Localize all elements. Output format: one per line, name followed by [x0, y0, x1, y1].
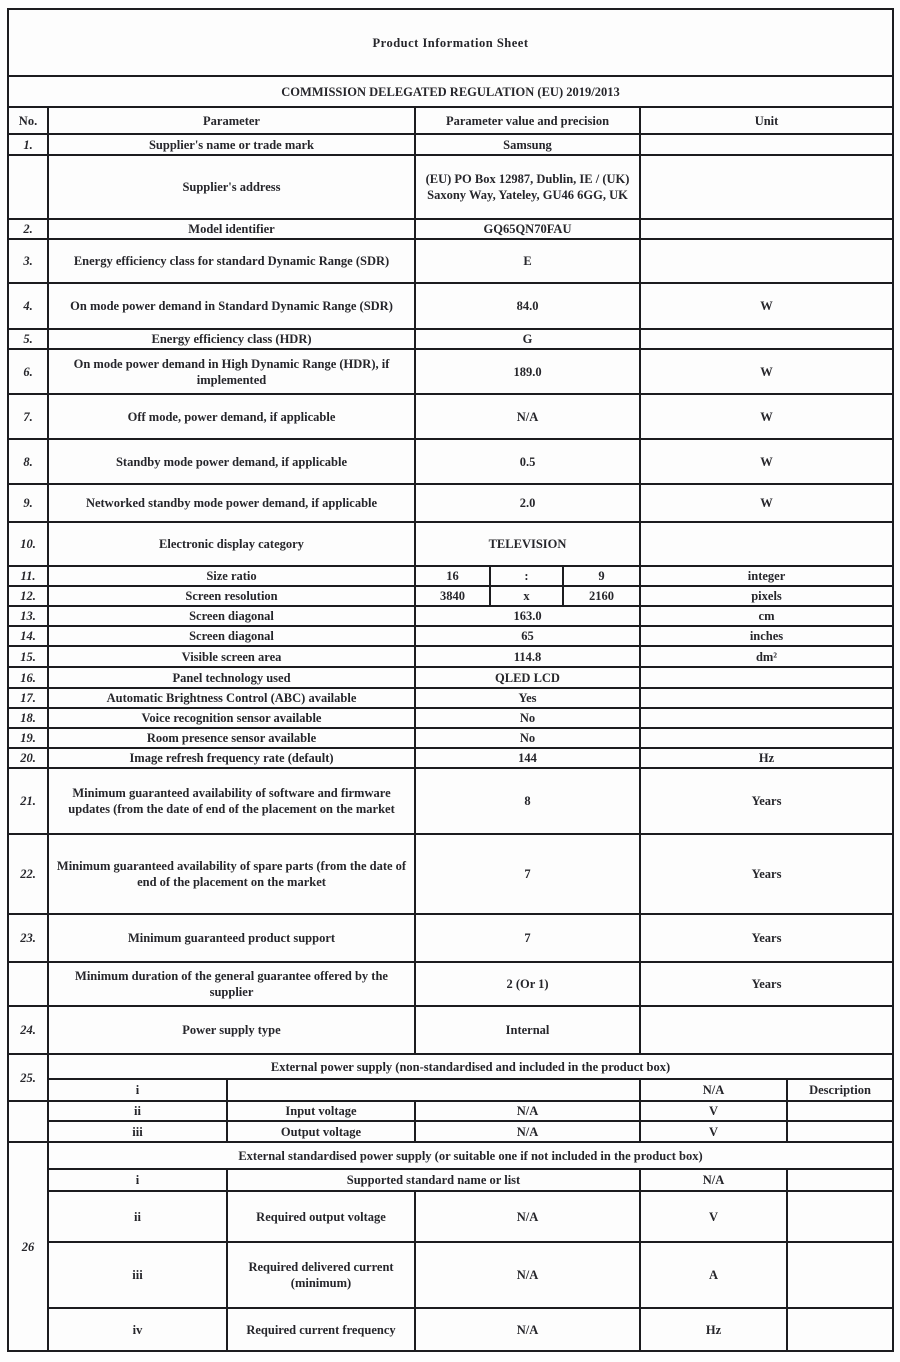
row-parameter: Minimum duration of the general guarantee offered by the supplier: [48, 962, 415, 1006]
row-value: 8: [415, 768, 640, 834]
row-description: [787, 1169, 893, 1191]
section26-title: External standardised power supply (or suitable one if not included in the product box): [48, 1142, 893, 1169]
row-no: 10.: [8, 522, 48, 566]
table-row: [8, 1121, 893, 1142]
table-row: [8, 1006, 893, 1054]
row-value-part1: 16: [415, 566, 490, 586]
row-no: 17.: [8, 688, 48, 708]
row-parameter: Supported standard name or list: [227, 1169, 640, 1191]
row-value: N/A: [415, 1308, 640, 1351]
row-no: 24.: [8, 1006, 48, 1054]
row-no: 21.: [8, 768, 48, 834]
row-no: 5.: [8, 329, 48, 349]
row-no: 2.: [8, 219, 48, 239]
regulation-row: [8, 76, 893, 107]
row-no: [8, 962, 48, 1006]
row-parameter: On mode power demand in High Dynamic Range (HDR), if implemented: [48, 349, 415, 394]
row-value: No: [415, 728, 640, 748]
row-value: N/A: [415, 394, 640, 439]
table-row: [8, 349, 893, 394]
row-value: 2.0: [415, 484, 640, 522]
row-parameter: Screen diagonal: [48, 626, 415, 646]
row-value: 7: [415, 834, 640, 914]
row-unit: [640, 688, 893, 708]
table-row: [8, 606, 893, 626]
table-row: [8, 155, 893, 219]
row-description: [787, 1308, 893, 1351]
row-value: 65: [415, 626, 640, 646]
row-parameter: Automatic Brightness Control (ABC) available: [48, 688, 415, 708]
row-unit: [640, 708, 893, 728]
row-no: 12.: [8, 586, 48, 606]
table-row: [8, 728, 893, 748]
row-no: 3.: [8, 239, 48, 283]
row-parameter: Supplier's name or trade mark: [48, 134, 415, 155]
row-value: TELEVISION: [415, 522, 640, 566]
row-description: [787, 1242, 893, 1308]
row-parameter: Model identifier: [48, 219, 415, 239]
row-value: 84.0: [415, 283, 640, 329]
row-unit: [640, 155, 893, 219]
row-sublabel: ii: [48, 1191, 227, 1242]
table-row: [8, 1308, 893, 1351]
row-unit: [640, 219, 893, 239]
row-value: N/A: [415, 1121, 640, 1142]
row-parameter: Minimum guaranteed availability of software and firmware updates (from the date of end of the placement on the market: [48, 768, 415, 834]
row-parameter: Electronic display category: [48, 522, 415, 566]
row-unit: W: [640, 283, 893, 329]
row-sublabel: iii: [48, 1121, 227, 1142]
row-unit: pixels: [640, 586, 893, 606]
row-no: 9.: [8, 484, 48, 522]
row-unit: [640, 134, 893, 155]
row-parameter: Off mode, power demand, if applicable: [48, 394, 415, 439]
row-no: 19.: [8, 728, 48, 748]
row-unit: Years: [640, 914, 893, 962]
row-no: [8, 155, 48, 219]
row-no: 11.: [8, 566, 48, 586]
table-row: [8, 962, 893, 1006]
row-value: N/A: [640, 1169, 787, 1191]
row-parameter: Minimum guaranteed product support: [48, 914, 415, 962]
row-no: 8.: [8, 439, 48, 484]
row-no: 23.: [8, 914, 48, 962]
table-row: [8, 586, 893, 606]
row-value: 7: [415, 914, 640, 962]
row-no: 20.: [8, 748, 48, 768]
row-unit: [640, 522, 893, 566]
table-row: [8, 688, 893, 708]
table-row: [8, 1169, 893, 1191]
row-value: 114.8: [415, 646, 640, 667]
row-no: 6.: [8, 349, 48, 394]
row-value: N/A: [415, 1191, 640, 1242]
page-title: Product Information Sheet: [8, 9, 893, 76]
row-no: 14.: [8, 626, 48, 646]
row-parameter: Voice recognition sensor available: [48, 708, 415, 728]
table-row: [8, 484, 893, 522]
section26-header-row: [8, 1142, 893, 1169]
row-parameter: Visible screen area: [48, 646, 415, 667]
row-no: 4.: [8, 283, 48, 329]
row-value: 2 (Or 1): [415, 962, 640, 1006]
row-no: 13.: [8, 606, 48, 626]
row-value: G: [415, 329, 640, 349]
row-unit: [640, 667, 893, 688]
row-parameter: Minimum guaranteed availability of spare parts (from the date of end of the placement on the market: [48, 834, 415, 914]
section25-title: External power supply (non-standardised and included in the product box): [48, 1054, 893, 1079]
row-unit: W: [640, 394, 893, 439]
row-description: Description: [787, 1079, 893, 1101]
row-parameter: Energy efficiency class (HDR): [48, 329, 415, 349]
row-unit: [640, 329, 893, 349]
row-sublabel: i: [48, 1169, 227, 1191]
row-parameter: Screen diagonal: [48, 606, 415, 626]
row-no: 15.: [8, 646, 48, 667]
row-parameter: Standby mode power demand, if applicable: [48, 439, 415, 484]
row-value: (EU) PO Box 12987, Dublin, IE / (UK) Saxony Way, Yateley, GU46 6GG, UK: [415, 155, 640, 219]
row-parameter: Output voltage: [227, 1121, 415, 1142]
row-no: 16.: [8, 667, 48, 688]
col-header-unit: Unit: [640, 107, 893, 134]
table-row: [8, 708, 893, 728]
row-value: Yes: [415, 688, 640, 708]
row-unit: dm²: [640, 646, 893, 667]
row-value-separator: x: [490, 586, 563, 606]
row-no: 25.: [8, 1054, 48, 1101]
row-parameter: Input voltage: [227, 1101, 415, 1121]
row-unit: [640, 239, 893, 283]
row-value: 144: [415, 748, 640, 768]
row-unit: Years: [640, 768, 893, 834]
table-row: [8, 914, 893, 962]
row-unit: V: [640, 1101, 787, 1121]
table-row: [8, 768, 893, 834]
product-info-table: [7, 8, 894, 1352]
regulation-title: COMMISSION DELEGATED REGULATION (EU) 2019/2013: [8, 76, 893, 107]
row-value: Internal: [415, 1006, 640, 1054]
row-parameter: Networked standby mode power demand, if applicable: [48, 484, 415, 522]
section25-header-row: [8, 1054, 893, 1079]
header-row: [8, 107, 893, 134]
row-sublabel: iii: [48, 1242, 227, 1308]
row-no: 1.: [8, 134, 48, 155]
row-value-part1: 3840: [415, 586, 490, 606]
row-value: Samsung: [415, 134, 640, 155]
row-unit: Years: [640, 834, 893, 914]
row-unit: A: [640, 1242, 787, 1308]
row-description: [787, 1101, 893, 1121]
row-value: QLED LCD: [415, 667, 640, 688]
row-value: 163.0: [415, 606, 640, 626]
table-row: [8, 646, 893, 667]
row-parameter: On mode power demand in Standard Dynamic Range (SDR): [48, 283, 415, 329]
row-unit: Years: [640, 962, 893, 1006]
row-no: 7.: [8, 394, 48, 439]
row-unit: [640, 728, 893, 748]
col-header-value: Parameter value and precision: [415, 107, 640, 134]
row-unit: inches: [640, 626, 893, 646]
table-row: [8, 1191, 893, 1242]
row-value: E: [415, 239, 640, 283]
row-parameter: Supplier's address: [48, 155, 415, 219]
table-row: [8, 1079, 893, 1101]
table-row: [8, 219, 893, 239]
row-parameter: Energy efficiency class for standard Dynamic Range (SDR): [48, 239, 415, 283]
row-parameter: Panel technology used: [48, 667, 415, 688]
table-row: [8, 626, 893, 646]
row-parameter: Required current frequency: [227, 1308, 415, 1351]
row-description: [787, 1121, 893, 1142]
row-parameter: Screen resolution: [48, 586, 415, 606]
col-header-parameter: Parameter: [48, 107, 415, 134]
row-unit: integer: [640, 566, 893, 586]
row-unit: Hz: [640, 748, 893, 768]
row-parameter: Image refresh frequency rate (default): [48, 748, 415, 768]
row-value-part2: 2160: [563, 586, 640, 606]
row-unit: Hz: [640, 1308, 787, 1351]
table-row: [8, 439, 893, 484]
row-value: 189.0: [415, 349, 640, 394]
row-description: [787, 1191, 893, 1242]
col-header-no: No.: [8, 107, 48, 134]
table-row: [8, 1101, 893, 1121]
row-no: [8, 1101, 48, 1142]
table-row: [8, 834, 893, 914]
title-row: [8, 9, 893, 76]
row-value-part2: 9: [563, 566, 640, 586]
row-unit: V: [640, 1191, 787, 1242]
table-row: [8, 394, 893, 439]
table-row: [8, 566, 893, 586]
row-unit: cm: [640, 606, 893, 626]
table-row: [8, 329, 893, 349]
row-unit: V: [640, 1121, 787, 1142]
row-parameter: Room presence sensor available: [48, 728, 415, 748]
row-value: 0.5: [415, 439, 640, 484]
row-value: GQ65QN70FAU: [415, 219, 640, 239]
row-value: No: [415, 708, 640, 728]
row-value: N/A: [415, 1101, 640, 1121]
row-sublabel: iv: [48, 1308, 227, 1351]
row-no: 22.: [8, 834, 48, 914]
row-value: N/A: [415, 1242, 640, 1308]
row-no: 26: [8, 1142, 48, 1351]
table-row: [8, 1242, 893, 1308]
row-unit: [640, 1006, 893, 1054]
row-no: 18.: [8, 708, 48, 728]
row-unit: W: [640, 349, 893, 394]
row-sublabel: ii: [48, 1101, 227, 1121]
table-row: [8, 239, 893, 283]
row-parameter: Size ratio: [48, 566, 415, 586]
row-parameter: Power supply type: [48, 1006, 415, 1054]
row-sublabel: i: [48, 1079, 227, 1101]
row-unit: W: [640, 439, 893, 484]
table-row: [8, 748, 893, 768]
row-parameter: Required delivered current (minimum): [227, 1242, 415, 1308]
row-parameter: Required output voltage: [227, 1191, 415, 1242]
table-row: [8, 522, 893, 566]
table-row: [8, 283, 893, 329]
table-row: [8, 667, 893, 688]
row-unit: W: [640, 484, 893, 522]
row-value: N/A: [640, 1079, 787, 1101]
row-value-separator: :: [490, 566, 563, 586]
row-parameter: [227, 1079, 640, 1101]
table-row: [8, 134, 893, 155]
